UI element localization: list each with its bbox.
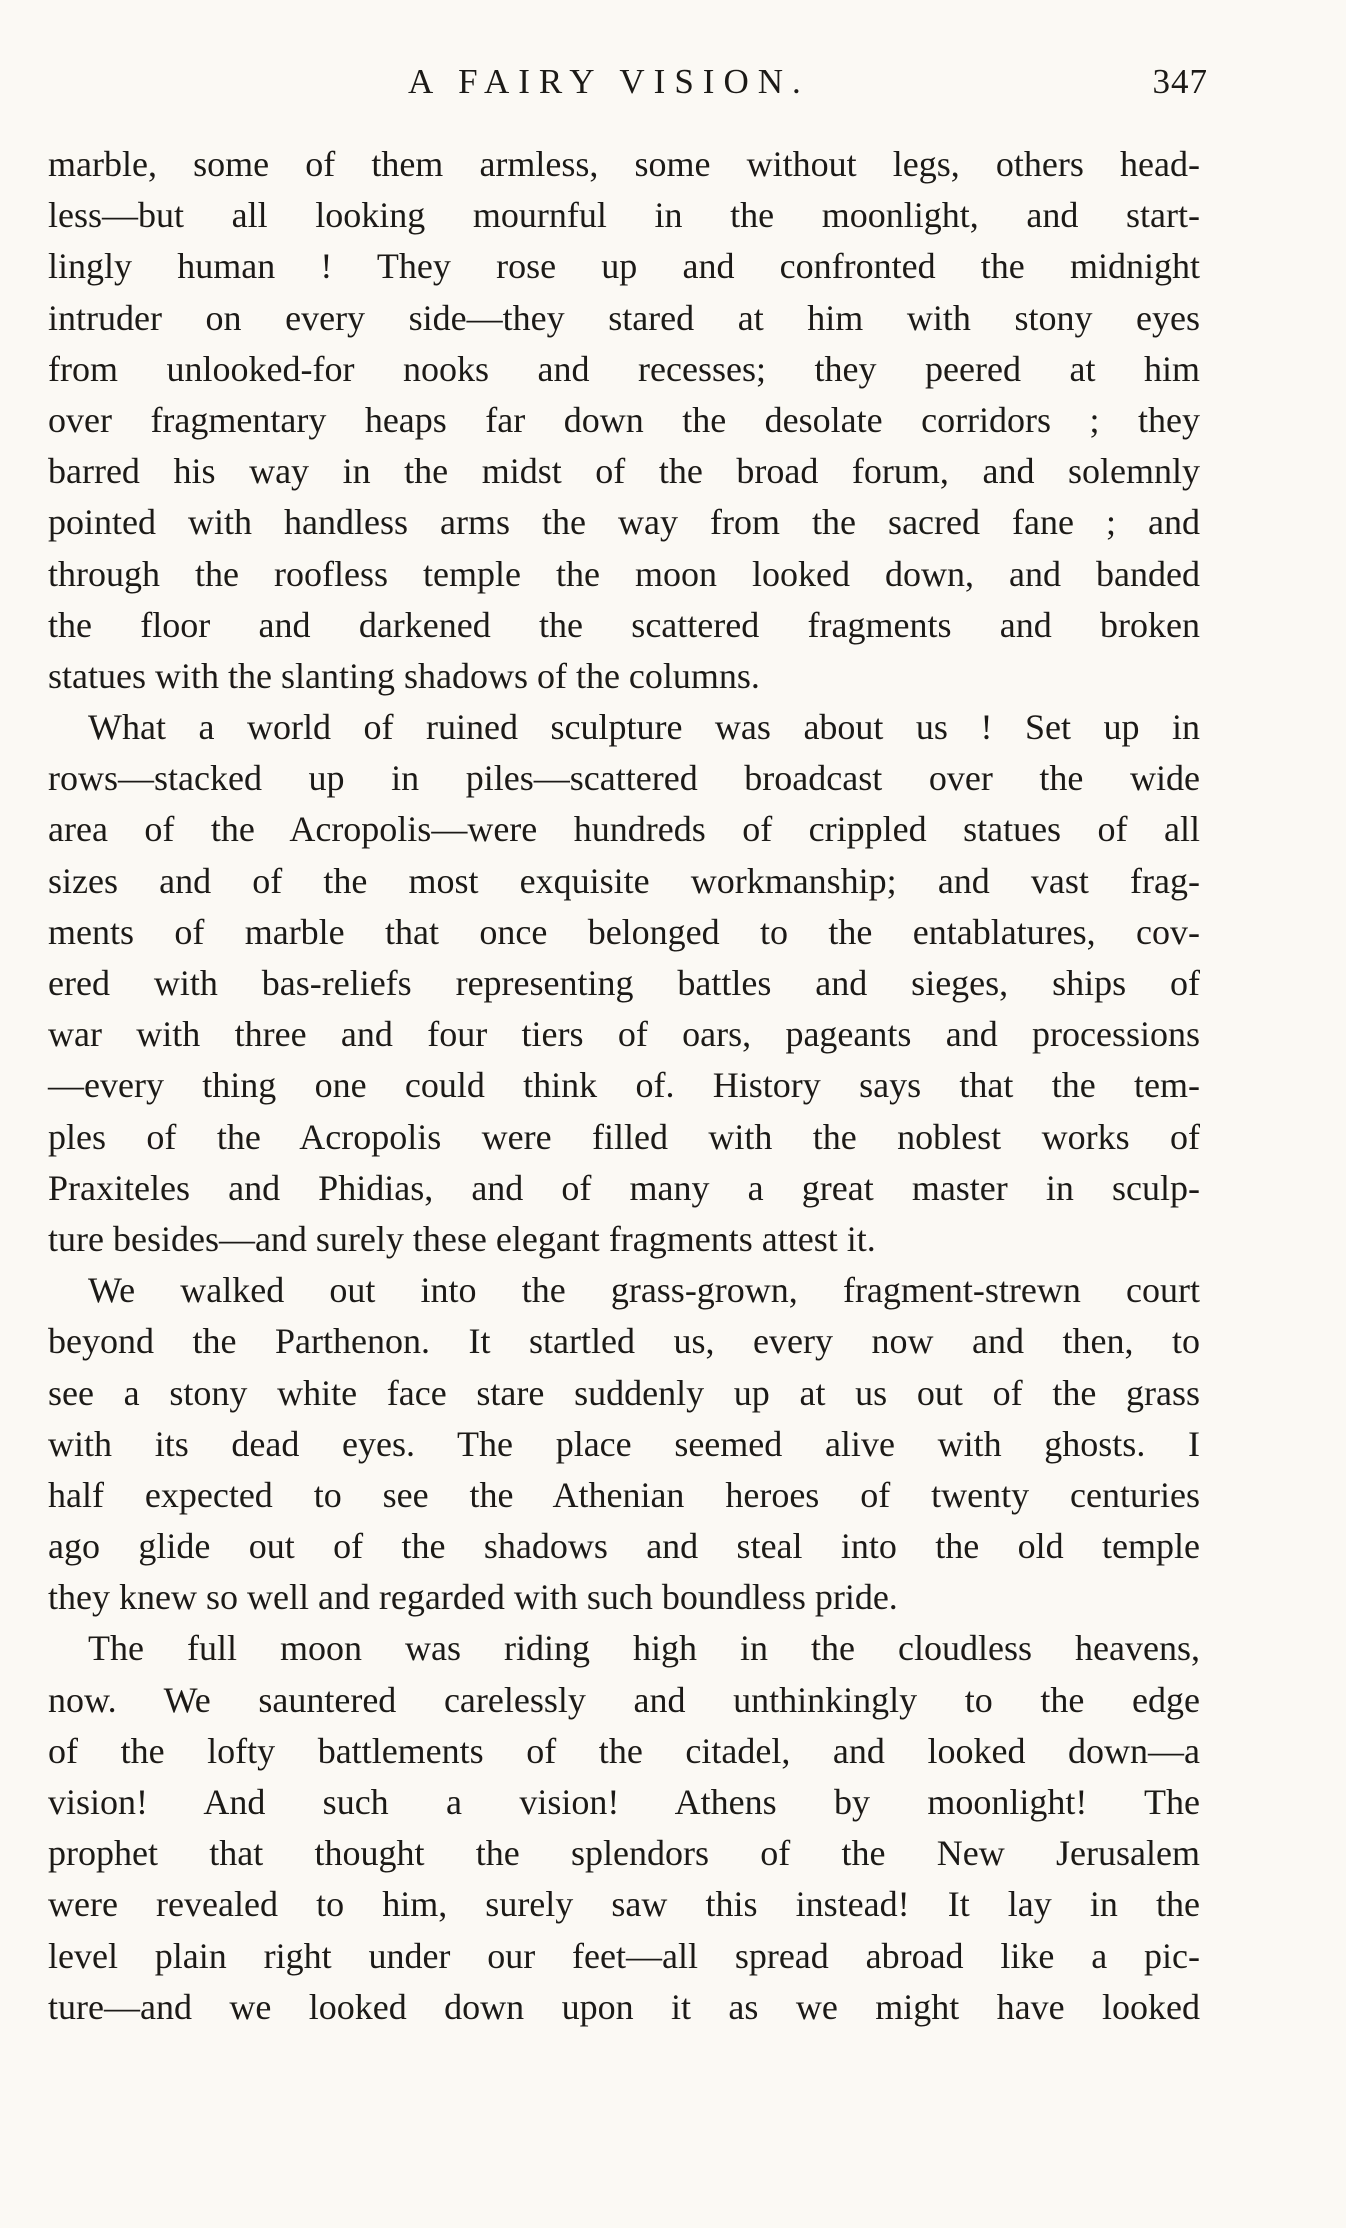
page-number: 347 bbox=[1152, 62, 1208, 101]
text-line: ture besides—and surely these elegant fragments attest it. bbox=[48, 1218, 876, 1259]
body-text bbox=[48, 139, 1200, 2033]
text-line: Praxiteles and Phidias, and of many a great master in sculp- bbox=[48, 1167, 1200, 1208]
text-line: see a stony white face stare suddenly up at us out of the grass bbox=[48, 1372, 1200, 1413]
text-line: vision! And such a vision! Athens by moonlight! The bbox=[48, 1782, 1200, 1822]
text-line: half expected to see the Athenian heroes of twenty centuries bbox=[48, 1474, 1200, 1515]
text-line: —every thing one could think of. History says that the tem- bbox=[48, 1065, 1200, 1106]
text-line: of the lofty battlements of the citadel, and looked down—a bbox=[48, 1730, 1200, 1771]
paragraph-start-line: The full moon was riding high in the cloudless heavens, bbox=[88, 1628, 1200, 1669]
text-line: ples of the Acropolis were filled with the noblest works of bbox=[48, 1116, 1200, 1157]
running-head bbox=[48, 62, 1208, 112]
text-line: over fragmentary heaps far down the desolate corridors ; they bbox=[48, 399, 1200, 440]
text-line: now. We sauntered carelessly and unthinkingly to the edge bbox=[48, 1679, 1200, 1720]
text-line: through the roofless temple the moon looked down, and banded bbox=[48, 553, 1200, 594]
text-line: pointed with handless arms the way from the sacred fane ; and bbox=[48, 502, 1200, 543]
text-line: prophet that thought the splendors of the New Jerusalem bbox=[48, 1833, 1200, 1874]
text-line: ago glide out of the shadows and steal into the old temple bbox=[48, 1526, 1200, 1567]
text-line: beyond the Parthenon. It startled us, every now and then, to bbox=[48, 1321, 1200, 1362]
text-line: ered with bas-reliefs representing battles and sieges, ships of bbox=[48, 963, 1200, 1003]
text-line: from unlooked-for nooks and recesses; they peered at him bbox=[48, 348, 1200, 389]
text-line: ture—and we looked down upon it as we might have looked bbox=[48, 1986, 1200, 2027]
text-line: the floor and darkened the scattered fragments and broken bbox=[48, 604, 1200, 645]
text-line: marble, some of them armless, some without legs, others head- bbox=[48, 144, 1200, 184]
text-line: lingly human ! They rose up and confronted the midnight bbox=[48, 246, 1200, 287]
text-line: rows—stacked up in piles—scattered broadcast over the wide bbox=[48, 758, 1200, 799]
text-line: war with three and four tiers of oars, pageants and processions bbox=[48, 1014, 1200, 1055]
running-title: A FAIRY VISION. bbox=[408, 62, 810, 101]
text-line: with its dead eyes. The place seemed alive with ghosts. I bbox=[48, 1423, 1200, 1464]
text-line: level plain right under our feet—all spread abroad like a pic- bbox=[48, 1935, 1200, 1976]
text-line: were revealed to him, surely saw this instead! It lay in the bbox=[48, 1884, 1200, 1925]
text-line: ments of marble that once belonged to the entablatures, cov- bbox=[48, 911, 1200, 952]
paragraph-start-line: We walked out into the grass-grown, fragment-strewn court bbox=[88, 1270, 1200, 1311]
text-line: area of the Acropolis—were hundreds of crippled statues of all bbox=[48, 809, 1200, 850]
text-line: statues with the slanting shadows of the columns. bbox=[48, 655, 760, 696]
text-line: barred his way in the midst of the broad forum, and solemnly bbox=[48, 451, 1200, 492]
paragraph-start-line: What a world of ruined sculpture was about us ! Set up in bbox=[88, 707, 1200, 748]
text-line: sizes and of the most exquisite workmanship; and vast frag- bbox=[48, 860, 1200, 901]
text-line: less—but all looking mournful in the moonlight, and start- bbox=[48, 195, 1200, 236]
text-line: they knew so well and regarded with such boundless pride. bbox=[48, 1577, 898, 1618]
text-line: intruder on every side—they stared at him with stony eyes bbox=[48, 297, 1200, 338]
